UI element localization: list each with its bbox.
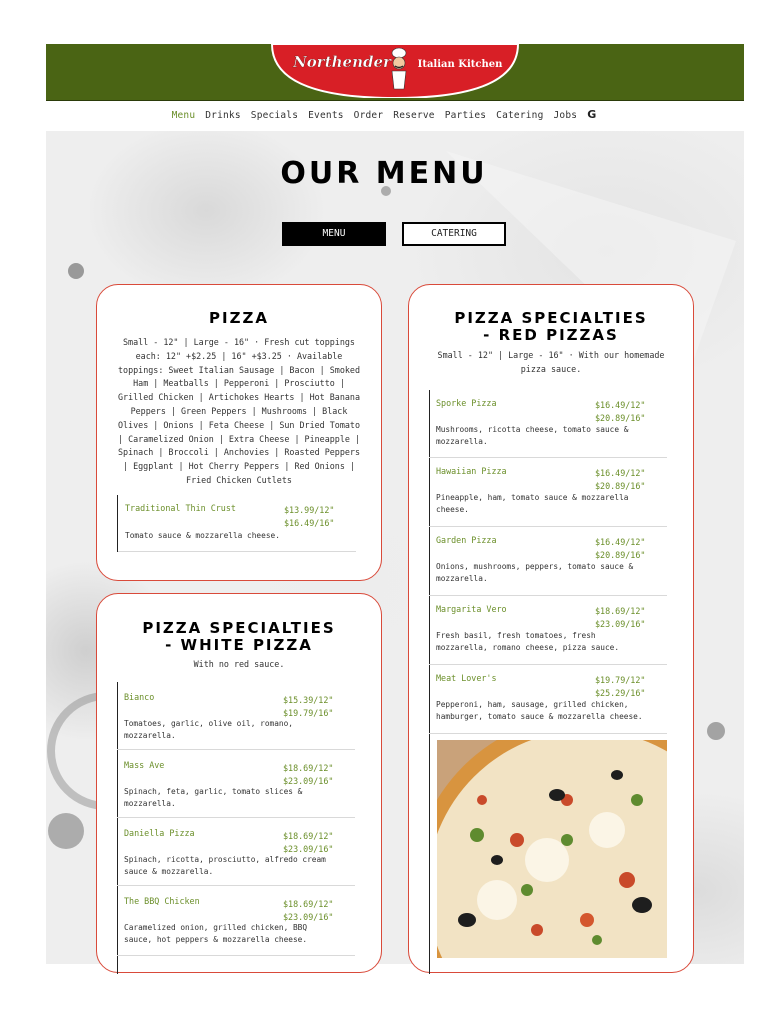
white-pizza-section [96,593,382,973]
nav-item-jobs[interactable]: Jobs [553,110,578,121]
menu-item[interactable] [117,750,355,818]
title-line-2: - RED PIZZAS [483,326,619,344]
item-price [595,399,655,424]
price-large: $23.09/16" [283,843,334,854]
item-name: Mass Ave [124,760,165,770]
pizza-section [96,284,382,581]
nav-item-drinks[interactable]: Drinks [205,110,241,121]
nav-item-menu[interactable]: Menu [171,110,196,121]
restaurant-logo[interactable] [268,44,522,98]
google-icon[interactable]: G [587,108,597,121]
price-small: $16.49/12" [595,468,646,478]
main-nav [0,108,768,121]
title-line-1: PIZZA SPECIALTIES [142,619,336,637]
nav-item-specials[interactable]: Specials [250,110,299,121]
item-description: Onions, mushrooms, peppers, tomato sauce & mozzarella. [436,562,634,583]
price-large: $19.79/16" [283,707,334,718]
price-large: $23.09/16" [595,618,646,629]
item-price [283,762,343,787]
item-name: Hawaiian Pizza [436,466,507,476]
section-title [409,310,693,344]
price-large: $23.09/16" [283,775,334,786]
price-small: $13.99/12" [284,505,335,515]
price-small: $15.39/12" [283,695,334,705]
item-description: Pineapple, ham, tomato sauce & mozzarella cheese. [436,493,629,514]
nav-item-reserve[interactable]: Reserve [393,110,435,121]
menu-item[interactable] [117,886,355,956]
section-description: With no red sauce. [193,659,285,669]
white-items [117,682,355,956]
section-description: Small - 12" | Large - 16" · With our homemade pizza sauce. [437,350,665,374]
item-price [283,830,343,855]
logo-sub-text: Italian Kitchen [417,59,503,70]
price-large: $23.09/16" [283,911,334,922]
title-line-1: PIZZA SPECIALTIES [454,309,648,327]
price-small: $18.69/12" [283,763,334,773]
item-name: Margarita Vero [436,604,507,614]
nav-item-events[interactable]: Events [308,110,344,121]
item-name: Traditional Thin Crust [125,503,236,513]
price-large: $16.49/16" [284,517,335,528]
price-small: $16.49/12" [595,400,646,410]
item-description: Spinach, feta, garlic, tomato slices & mozzarella. [124,787,303,808]
item-price [283,694,343,719]
catering-tab-button[interactable]: CATERING [402,222,506,246]
item-name: Bianco [124,692,155,702]
item-description: Fresh basil, fresh tomatoes, fresh mozzarella, romano cheese, pizza sauce. [436,631,620,652]
price-large: $20.89/16" [595,480,646,491]
menu-item[interactable] [117,682,355,750]
menu-item[interactable] [117,818,355,886]
red-items [429,390,667,734]
item-description: Tomato sauce & mozzarella cheese. [125,531,280,540]
nav-item-order[interactable]: Order [353,110,384,121]
item-name: Meat Lover's [436,673,497,683]
menu-item[interactable] [429,527,667,596]
price-small: $18.69/12" [595,606,646,616]
section-title: PIZZA [209,309,269,327]
item-price [595,536,655,561]
item-price [595,674,655,699]
item-description: Pepperoni, ham, sausage, grilled chicken, hamburger, tomato sauce & mozzarella cheese. [436,700,643,721]
nav-item-parties[interactable]: Parties [444,110,487,121]
item-description: Mushrooms, ricotta cheese, tomato sauce & mozzarella. [436,425,629,446]
title-line-2: - WHITE PIZZA [165,636,313,654]
item-description: Caramelized onion, grilled chicken, BBQ sauce, hot peppers & mozzarella cheese. [124,923,308,944]
logo-script-text: Northender [293,53,391,71]
item-description: Tomatoes, garlic, olive oil, romano, mozzarella. [124,719,293,740]
item-price [595,467,655,492]
menu-item[interactable] [118,495,356,552]
price-large: $20.89/16" [595,549,646,560]
menu-item-list [117,495,356,552]
item-price [284,504,344,529]
price-small: $18.69/12" [283,899,334,909]
section-description: Small - 12" | Large - 16" · Fresh cut toppings each: 12" +$2.25 | 16" +$3.25 · Available toppings: Sweet Italian Sausage | Bacon | Smoked Ham | Meatballs | Pepperoni | Prosciutto | Grilled Chicken | Artichokes Hearts | Hot Banana Peppers | Green Peppers | Mushrooms | Black Olives | Onions | Feta Cheese | Sun Dried Tomato | Caramelized Onion | Extra Cheese | Pineapple | Spinach | Broccoli | Anchovies | Roasted Peppers | Eggplant | Hot Cherry Peppers | Red Onions | Fried Chicken Cutlets [117,337,361,485]
price-small: $16.49/12" [595,537,646,547]
menu-item[interactable] [429,390,667,458]
menu-item[interactable] [429,596,667,665]
item-name: Garden Pizza [436,535,497,545]
price-small: $18.69/12" [283,831,334,841]
item-description: Spinach, ricotta, prosciutto, alfredo cream sauce & mozzarella. [124,855,326,876]
pizza-photo [437,740,667,958]
menu-tab-button[interactable]: MENU [282,222,386,246]
item-price [283,898,343,923]
nav-item-catering[interactable]: Catering [496,110,544,121]
item-name: Sporke Pizza [436,398,497,408]
price-large: $20.89/16" [595,412,646,423]
page-title: OUR MENU [280,156,488,191]
menu-item[interactable] [429,665,667,734]
item-price [595,605,655,630]
menu-item[interactable] [429,458,667,527]
item-name: The BBQ Chicken [124,896,200,906]
price-large: $25.29/16" [595,687,646,698]
item-name: Daniella Pizza [124,828,195,838]
section-title [97,620,381,654]
price-small: $19.79/12" [595,675,646,685]
